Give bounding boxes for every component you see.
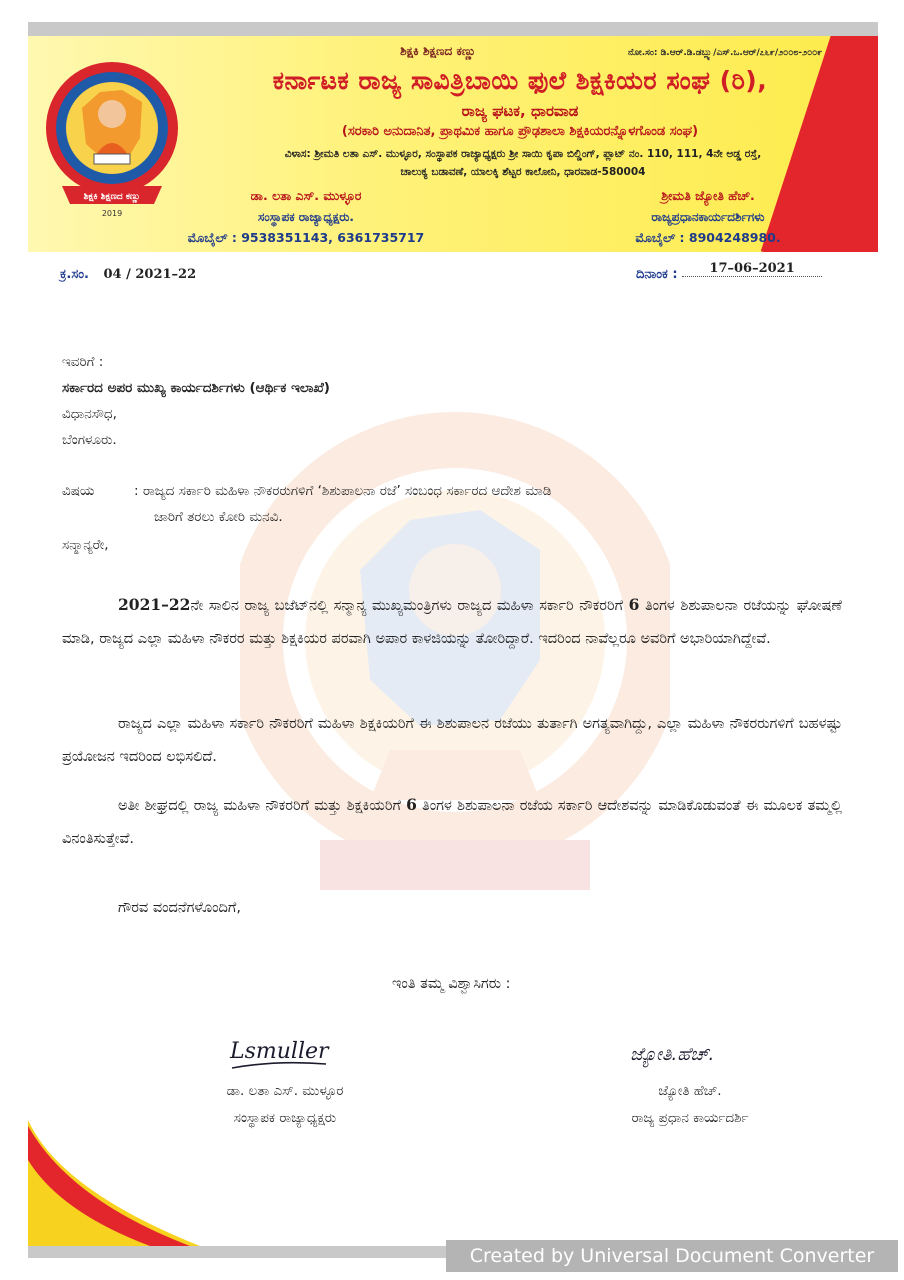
subject-label: ವಿಷಯ (62, 483, 95, 499)
reference-label: ಕ್ರ.ಸಂ. (60, 267, 89, 282)
reference-number (60, 267, 196, 282)
address-line-1: ವಿಳಾಸ: ಶ್ರೀಮತಿ ಲತಾ ಎಸ್. ಮುಳ್ಳೂರ, ಸಂಸ್ಥಾಪಕ ರಾಜ್ಯಾಧ್ಯಕ್ಷರು ಶ್ರೀ ಸಾಯಿ ಕೃಪಾ ಬಿಲ್ಡಿಂಗ್, ಪ್ಲಾಟ್ ನಂ. 110, 111, 4ನೇ ಅಡ್ಡ ರಸ್ತೆ, (284, 148, 762, 160)
founder-role: ಸಂಸ್ಥಾಪಕ ರಾಜ್ಯಾಧ್ಯಕ್ಷರು. (258, 210, 354, 224)
letterhead (28, 36, 878, 252)
background-watermark-logo (240, 370, 670, 950)
paragraph-1 (62, 588, 842, 656)
secretary-phone: ಮೊಬೈಲ್ : 8904248980. (635, 230, 781, 245)
left-signature-text: Lsmuller (230, 1039, 329, 1064)
recipient-office: ವಿಧಾನಸೌಧ, (62, 406, 117, 422)
leave-months-2: 6 (406, 795, 417, 814)
recipient-to: ಇವರಿಗೆ : (62, 354, 104, 370)
paragraph-1-text-a: ನೇ ಸಾಲಿನ ರಾಜ್ಯ ಬಜೆಟ್‌ನಲ್ಲಿ ಸನ್ಮಾನ್ಯ ಮುಖ್ಯಮಂತ್ರಿಗಳು ರಾಜ್ಯದ ಮಹಿಳಾ ಸರ್ಕಾರಿ ನೌಕರರಿಗೆ (190, 598, 624, 614)
left-signatory-name: ಡಾ. ಲತಾ ಎಸ್. ಮುಳ್ಳೂರ (226, 1083, 344, 1099)
header-tagline: ಶಿಕ್ಷಕಿ ಶಿಕ್ಷಣದ ಕಣ್ಣು (400, 44, 476, 58)
recipient-city: ಬೆಂಗಳೂರು. (62, 432, 117, 448)
paragraph-3-text-a: ಅತೀ ಶೀಘ್ರದಲ್ಲಿ ರಾಜ್ಯ ಮಹಿಳಾ ನೌಕರರಿಗೆ ಮತ್ತು ಶಿಕ್ಷಕಿಯರಿಗೆ (118, 798, 401, 814)
right-signature (626, 1032, 756, 1076)
paragraph-1-text-b: ತಿಂಗಳ ಶಿಶುಪಾಲನಾ ರಜೆಯನ್ನು ಘೋಷಣೆ ಮಾಡಿ, ರಾಜ್ಯದ ಎಲ್ಲಾ ಮಹಿಳಾ ನೌಕರರ ಮತ್ತು ಶಿಕ್ಷಕಿಯರ ಪರವಾಗಿ ಅಪಾರ ಕಾಳಜಿಯನ್ನು ತೋರಿದ್ದಾರೆ. ಇದರಿಂದ ನಾವೆಲ್ಲರೂ ಅವರಿಗೆ ಅಭಾರಿಯಾಗಿದ್ದೇವೆ. (62, 598, 843, 647)
secretary-name: ಶ್ರೀಮತಿ ಜ್ಯೋತಿ ಹೆಚ್. (661, 188, 755, 203)
top-border-bar (28, 22, 878, 36)
date-label: ದಿನಾಂಕ : (636, 267, 678, 282)
paragraph-3-text-b: ತಿಂಗಳ ಶಿಶುಪಾಲನಾ ರಜೆಯ ಸರ್ಕಾರಿ ಆದೇಶವನ್ನು ಮಾಡಿಕೊಡುವಂತೆ ಈ ಮೂಲಕ ತಮ್ಮಲ್ಲಿ ವಿನಂತಿಸುತ್ತೇವೆ. (62, 798, 843, 847)
right-signatory-role: ರಾಜ್ಯ ಪ್ರಧಾನ ಕಾರ್ಯದರ್ಶಿ (631, 1110, 749, 1126)
organization-subtitle: (ಸರಕಾರಿ ಅನುದಾನಿತ, ಪ್ರಾಥಮಿಕ ಹಾಗೂ ಪ್ರೌಢಶಾಲಾ ಶಿಕ್ಷಕಿಯರನ್ನೊಳಗೊಂಡ ಸಂಘ) (341, 124, 699, 139)
paragraph-2-text: ರಾಜ್ಯದ ಎಲ್ಲಾ ಮಹಿಳಾ ಸರ್ಕಾರಿ ನೌಕರರಿಗೆ ಮಹಿಳಾ ಶಿಕ್ಷಕಿಯರಿಗೆ ಈ ಶಿಶುಪಾಲನ ರಜೆಯು ತುರ್ತಾಗಿ ಅಗತ್ಯವಾಗಿದ್ದು, ಎಲ್ಲಾ ಮಹಿಳಾ ನೌಕರರುಗಳಿಗೆ ಬಹಳಷ್ಟು ಪ್ರಯೋಜನ ಇದರಿಂದ ಲಭಿಸಲಿದೆ. (62, 716, 842, 765)
logo-year: 2019 (101, 209, 123, 218)
leave-months-1: 6 (628, 595, 640, 614)
converter-watermark: Created by Universal Document Converter (446, 1240, 898, 1272)
registration-number: ನೋ.ಸಂ: ಡಿ.ಆರ್.ಡಿ.ಡಬ್ಲ್ಯು/ಎಸ್.ಒ.ಆರ್/೭೬೯/೨೦೦೮-೨೦೦೯ (628, 48, 823, 58)
closing-line: ಗೌರವ ವಂದನೆಗಳೊಂದಿಗೆ, (118, 900, 241, 916)
yours-faithfully: ಇಂತಿ ತಮ್ಮ ವಿಶ್ವಾಸಿಗರು : (392, 976, 511, 992)
header-secretary-block (588, 188, 828, 246)
paragraph-3 (62, 788, 842, 856)
right-signatory-name: ಜ್ಯೋತಿ ಹೆಚ್. (658, 1083, 722, 1099)
salutation: ಸನ್ಮಾನ್ಯರೇ, (62, 537, 109, 553)
secretary-role: ರಾಜ್ಯಪ್ರಧಾನಕಾರ್ಯದರ್ಶಿಗಳು (651, 210, 765, 224)
left-signature (226, 1030, 336, 1078)
address-line-2: ಚಾಲುಕ್ಯ ಬಡಾವಣೆ, ಯಾಲಕ್ಕಿ ಶೆಟ್ಟರ ಕಾಲೋನಿ, ಧಾರವಾಡ-580004 (400, 166, 646, 178)
reference-value: 04 / 2021–22 (103, 267, 197, 282)
subject-line-1: : ರಾಜ್ಯದ ಸರ್ಕಾರಿ ಮಹಿಳಾ ನೌಕರರುಗಳಿಗೆ ‘ಶಿಶುಪಾಲನಾ ರಜೆ’ ಸಂಬಂಧ ಸರ್ಕಾರದ ಆದೇಶ ಮಾಡಿ (134, 483, 552, 499)
organization-title: ಕರ್ನಾಟಕ ರಾಜ್ಯ ಸಾವಿತ್ರಿಬಾಯಿ ಫುಲೆ ಶಿಕ್ಷಕಿಯರ ಸಂಘ (ರಿ), (272, 66, 768, 95)
letter-date (636, 261, 822, 283)
recipient-designation: ಸರ್ಕಾರದ ಅಪರ ಮುಖ್ಯ ಕಾರ್ಯದರ್ಶಿಗಳು (ಆರ್ಥಿಕ ಇಲಾಖೆ) (62, 380, 330, 396)
founder-name: ಡಾ. ಲತಾ ಎಸ್. ಮುಳ್ಳೂರ (250, 188, 362, 203)
budget-year: 2021–22 (118, 595, 191, 614)
header-founder-block (156, 188, 456, 246)
date-value: 17–06–2021 (682, 261, 822, 277)
organization-unit: ರಾಜ್ಯ ಘಟಕ, ಧಾರವಾಡ (461, 102, 579, 120)
paragraph-2 (62, 708, 842, 774)
logo-banner-text: ಶಿಕ್ಷಕಿ ಶಿಕ್ಷಣದ ಕಣ್ಣು (83, 192, 141, 202)
right-signature-text: ಜ್ಯೋತಿ.ಹೆಚ್. (630, 1044, 715, 1065)
founder-phone: ಮೊಬೈಲ್ : 9538351143, 6361735717 (187, 230, 425, 245)
subject-line-2: ಜಾರಿಗೆ ತರಲು ಕೋರಿ ಮನವಿ. (154, 509, 283, 525)
left-signatory-role: ಸಂಸ್ಥಾಪಕ ರಾಜ್ಯಾಧ್ಯಕ್ಷರು (233, 1110, 337, 1126)
